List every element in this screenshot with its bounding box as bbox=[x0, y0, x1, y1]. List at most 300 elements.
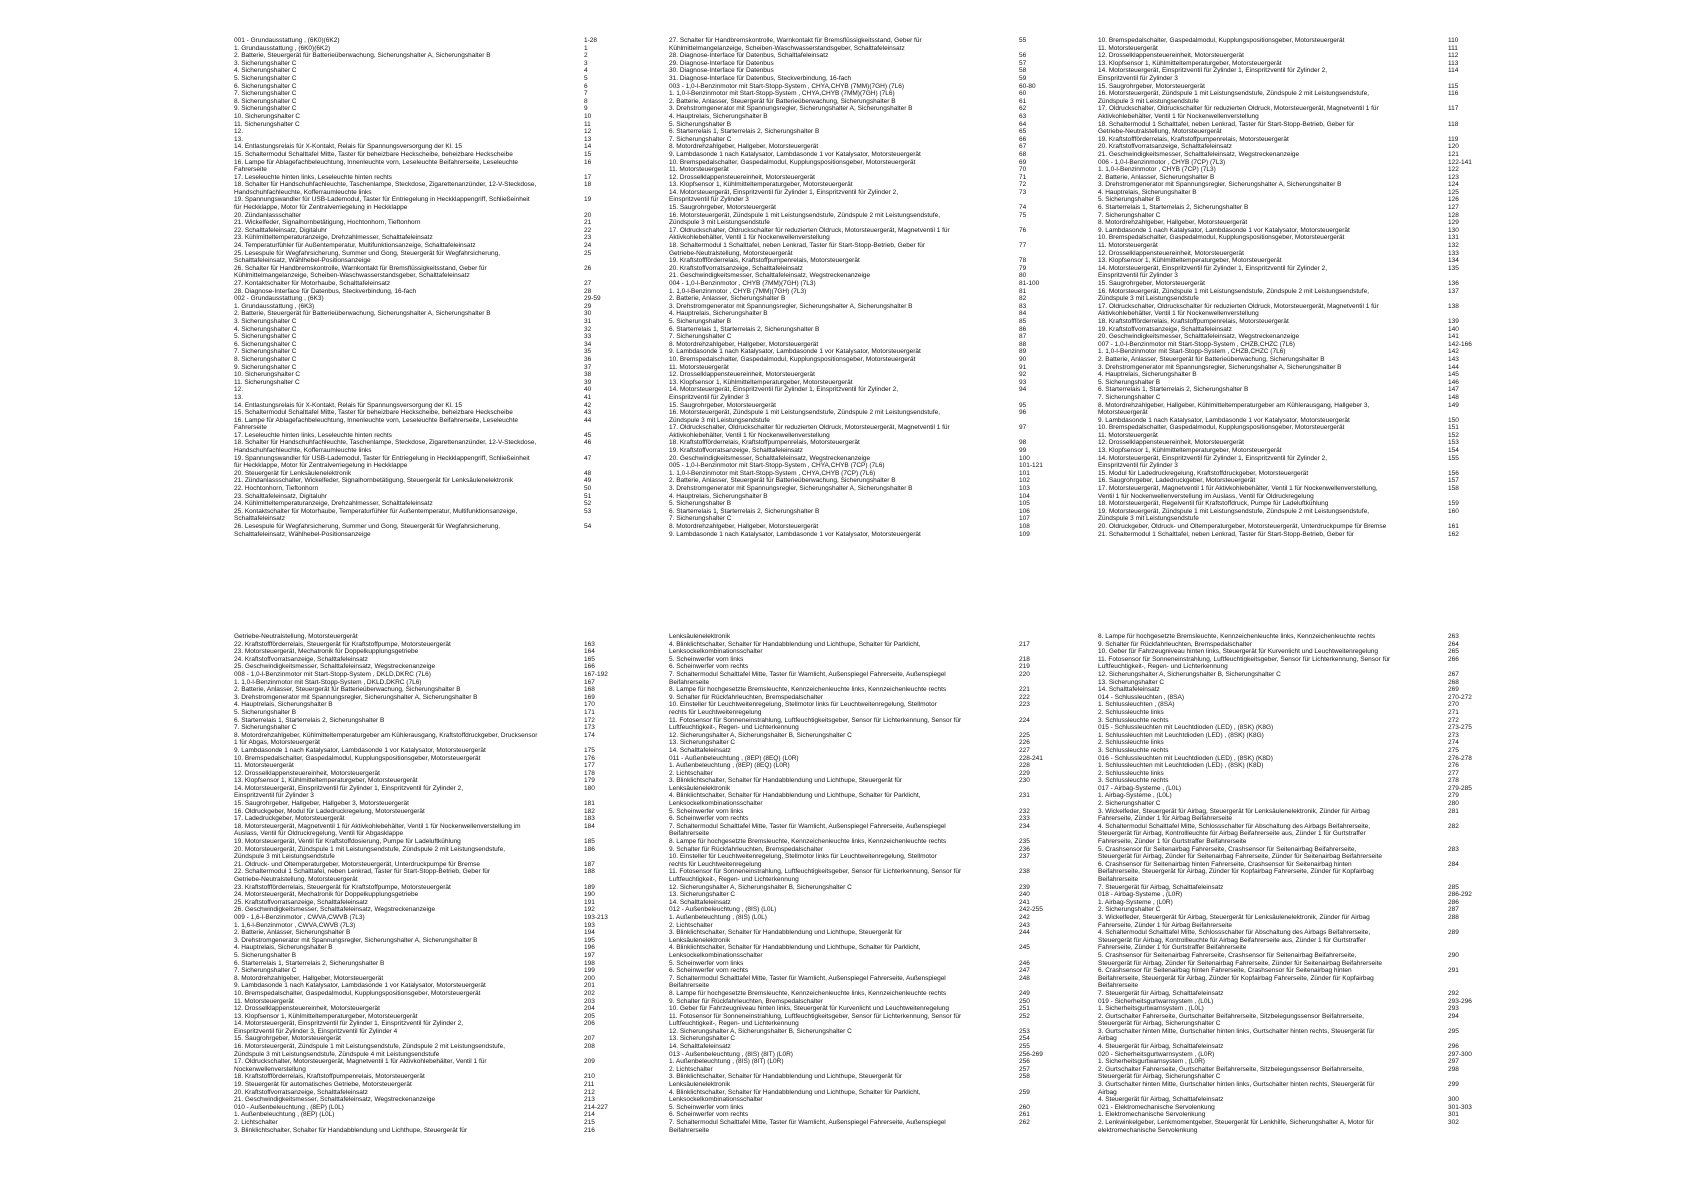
index-entry bbox=[234, 174, 614, 182]
entry-title: 23. Motorsteuergerät, Mechatronik für Doppelkupplungsgetriebe bbox=[234, 648, 419, 656]
entry-title: 1. 1,0-l-Benzinmotor mit Start-Stopp-System , DKLD,DKRC (7L6) bbox=[234, 678, 422, 686]
entry-page: 44 bbox=[584, 416, 592, 424]
entry-page: 153 bbox=[1448, 439, 1459, 447]
entry-page: 47 bbox=[584, 454, 592, 462]
entry-page: 164 bbox=[584, 648, 595, 656]
index-entry bbox=[234, 884, 614, 892]
entry-title: 17. Öldruckschalter, Öldruckschalter für reduzierten Öldruck, Motorsteuergerät, Magnetventil 1 für bbox=[1098, 105, 1379, 113]
entry-title: 12. Drosselklappensteuereinheit, Motorsteuergerät bbox=[669, 371, 815, 379]
entry-title: 18. Schaltermodul 1 Schalttafel, neben Lenkrad, Taster für Start-Stopp-Betrieb, Geber für bbox=[669, 242, 926, 250]
index-entry bbox=[1098, 333, 1478, 341]
entry-page: 268 bbox=[1448, 678, 1459, 686]
entry-title: 7. Schaltermodul Schalttafel Mitte, Taster für Warnlicht, Außenspiegel Fahrerseite, Außenspiegel bbox=[669, 822, 946, 830]
entry-title: 17. Motorsteuergerät, Magnetventil 1 für Aktivkohlebehälter, Ventil 1 für Nockenwellenverstellung, bbox=[1098, 485, 1378, 493]
index-entry bbox=[1098, 196, 1478, 204]
index-entry bbox=[669, 174, 1049, 182]
index-entry bbox=[234, 90, 614, 98]
index-entry bbox=[234, 386, 614, 394]
index-entry bbox=[1098, 189, 1478, 197]
entry-title: Handschuhfachleuchte, Kofferraumleuchte links bbox=[234, 188, 372, 196]
index-entry bbox=[669, 477, 1049, 485]
entry-page: 167-192 bbox=[584, 670, 608, 678]
entry-page: 260 bbox=[1019, 1103, 1030, 1111]
entry-page: 161 bbox=[1448, 523, 1459, 530]
entry-page: 253 bbox=[1019, 1027, 1030, 1035]
entry-title: 10. Bremspedalschalter, Gaspedalmodul, Kupplungspositionsgeber, Motorsteuergerät bbox=[234, 754, 481, 762]
entry-page: 138 bbox=[1448, 302, 1459, 310]
entry-page: 83 bbox=[1019, 302, 1027, 310]
entry-title: 11. Motorsteuergerät bbox=[1098, 44, 1158, 52]
entry-title: 1. 1,0-l-Benzinmotor , CHYB (7CP) (7L3) bbox=[1098, 166, 1216, 174]
entry-page: 121 bbox=[1448, 150, 1459, 158]
entry-page: 209 bbox=[584, 1058, 595, 1066]
index-entry bbox=[234, 1127, 614, 1135]
entry-page: 242 bbox=[1019, 913, 1030, 921]
entry-title: 13. Klopfsensor 1, Kühlmitteltemperaturgeber, Motorsteuergerät bbox=[669, 378, 853, 386]
index-entry bbox=[234, 846, 614, 854]
index-entry bbox=[669, 531, 1049, 539]
index-entry bbox=[234, 37, 614, 45]
entry-page: 294 bbox=[1448, 1012, 1459, 1020]
entry-title: 11. Fotosensor für Sonneneinstrahlung, Luftfeuchtigkeitsgeber, Sensor für Lichterkennung, Sensor für bbox=[669, 1012, 962, 1020]
entry-page: 110 bbox=[1448, 37, 1459, 44]
entry-page: 214-227 bbox=[584, 1103, 608, 1111]
entry-page: 81 bbox=[1019, 287, 1027, 295]
index-entry bbox=[669, 136, 1049, 144]
entry-page: 142 bbox=[1448, 348, 1459, 356]
entry-title: Zündspule 3 mit Leistungsendstufe bbox=[1098, 97, 1199, 105]
index-entry bbox=[1098, 853, 1478, 861]
index-entry bbox=[1098, 671, 1478, 679]
entry-title: Zündspule 3 mit Leistungsendstufe bbox=[234, 853, 335, 861]
index-entry bbox=[1098, 960, 1478, 968]
entry-page: 282 bbox=[1448, 822, 1459, 830]
index-entry bbox=[1098, 455, 1478, 463]
entry-title: 2. Batterie, Anlasser, Steuergerät für Batterieüberwachung, Sicherungshalter B bbox=[669, 97, 896, 105]
entry-page: 245 bbox=[1019, 944, 1030, 952]
entry-title: 13. Klopfsensor 1, Kühlmitteltemperaturgeber, Motorsteuergerät bbox=[1098, 59, 1282, 67]
entry-page: 228-241 bbox=[1019, 754, 1043, 762]
index-entry bbox=[1098, 663, 1478, 671]
entry-page bbox=[1448, 113, 1478, 121]
entry-title: 2. Lichtschalter bbox=[669, 921, 713, 929]
index-entry bbox=[234, 960, 614, 968]
index-entry bbox=[1098, 227, 1478, 235]
entry-title: Schalttafeleinsatz, Wählhebel-Positionsanzeige bbox=[234, 257, 371, 265]
entry-page: 262 bbox=[1019, 1119, 1030, 1126]
entry-title: 12. Sicherungshalter A, Sicherungshalter B, Sicherungshalter C bbox=[669, 883, 852, 891]
entry-page bbox=[584, 633, 614, 641]
entry-page: 263 bbox=[1448, 633, 1459, 640]
entry-page: 194 bbox=[584, 929, 595, 937]
entry-page bbox=[1019, 1096, 1049, 1104]
entry-title: Fahrerseite, Zünder 1 für Gurtstraffer Beifahrerseite bbox=[1098, 944, 1247, 952]
entry-title: 011 - Außenbeleuchtung , (8EP) (8EQ) (L0R) bbox=[669, 754, 799, 762]
entry-page bbox=[1448, 515, 1478, 523]
index-entry bbox=[669, 967, 1049, 975]
entry-title: 7. Steuergerät für Airbag, Schalttafeleinsatz bbox=[1098, 989, 1224, 997]
index-entry bbox=[234, 1073, 614, 1081]
entry-page: 286 bbox=[1448, 898, 1459, 906]
entry-title: rechts für Leuchtweitenregelung bbox=[669, 860, 762, 868]
index-entry bbox=[1098, 364, 1478, 372]
entry-page bbox=[1448, 830, 1478, 838]
entry-page bbox=[584, 853, 614, 861]
entry-page: 107 bbox=[1019, 515, 1030, 523]
index-entry bbox=[1098, 60, 1478, 68]
entry-page: 113 bbox=[1448, 59, 1459, 67]
index-entry bbox=[669, 386, 1049, 394]
index-entry bbox=[669, 394, 1049, 402]
index-entry bbox=[669, 364, 1049, 372]
index-entry bbox=[234, 1013, 614, 1021]
entry-title: 18. Schalter für Handschuhfachleuchte, Taschenlampe, Steckdose, Zigarettenanzünder, 12-V-Steckdose, bbox=[234, 181, 537, 189]
entry-title: 2. Schlussleuchte links bbox=[1098, 708, 1164, 716]
entry-page bbox=[1019, 952, 1049, 960]
index-entry bbox=[1098, 265, 1478, 273]
entry-title: 11. Motorsteuergerät bbox=[669, 363, 729, 371]
index-entry bbox=[234, 663, 614, 671]
index-entry bbox=[669, 1066, 1049, 1074]
index-entry bbox=[669, 1005, 1049, 1013]
index-entry bbox=[669, 717, 1049, 725]
entry-title: 5. Scheinwerfer vorn links bbox=[669, 959, 744, 967]
entry-title: 7. Schaltermodul Schalttafel Mitte, Taster für Warnlicht, Außenspiegel Fahrerseite, Außenspiegel bbox=[669, 1119, 946, 1126]
index-entry bbox=[669, 694, 1049, 702]
index-entry bbox=[669, 318, 1049, 326]
entry-page: 261 bbox=[1019, 1111, 1030, 1119]
entry-title: Kühlmittelmangelanzeige, Scheiben-Waschwasserstandsgeber, Schalttafeleinsatz bbox=[669, 44, 905, 52]
entry-page: 87 bbox=[1019, 333, 1027, 341]
entry-title: 18. Motorsteuergerät, Regelventil für Kraftstoffdruck, Pumpe für Ladeluftkühlung bbox=[1098, 500, 1329, 508]
entry-title: 9. Lambdasonde 1 nach Katalysator, Lambdasonde 1 vor Katalysator, Motorsteuergerät bbox=[1098, 226, 1350, 234]
entry-title: 12. Drosselklappensteuereinheit, Motorsteuergerät bbox=[1098, 439, 1244, 447]
entry-page: 202 bbox=[584, 989, 595, 997]
index-entry bbox=[1098, 701, 1478, 709]
entry-page: 18 bbox=[584, 181, 592, 189]
entry-page: 273 bbox=[1448, 731, 1459, 739]
entry-title: 2. Lenkwinkelgeber, Lenkmomentgeber, Steuergerät für Lenkhilfe, Sicherungshalter A, Motor für bbox=[1098, 1119, 1374, 1126]
entry-title: 21. Geschwindigkeitsmesser, Schalttafeleinsatz, Wegstreckenanzeige bbox=[669, 272, 871, 280]
entry-title: Lenksäulenelektronik bbox=[669, 936, 731, 944]
entry-title: 14. Motorsteuergerät, Einspritzventil für Zylinder 1, Einspritzventil für Zylinder 2, bbox=[1098, 454, 1328, 462]
index-entry bbox=[669, 60, 1049, 68]
index-entry bbox=[234, 1035, 614, 1043]
entry-page: 52 bbox=[584, 500, 592, 508]
index-entry bbox=[669, 648, 1049, 656]
entry-page: 178 bbox=[584, 769, 595, 777]
entry-page bbox=[1019, 1127, 1049, 1135]
entry-title: 009 - 1,6-l-Benzinmotor , CWVA,CWVB (7L3) bbox=[234, 913, 365, 921]
index-entry bbox=[1098, 1111, 1478, 1119]
index-entry bbox=[669, 868, 1049, 876]
index-entry bbox=[1098, 432, 1478, 440]
index-entry bbox=[669, 128, 1049, 136]
entry-page: 271 bbox=[1448, 708, 1459, 716]
index-entry bbox=[1098, 67, 1478, 75]
entry-title: 16. Öldruckgeber, Modul für Ladedruckregelung, Motorsteuergerät bbox=[234, 807, 425, 815]
entry-page bbox=[1448, 295, 1478, 303]
index-entry bbox=[1098, 937, 1478, 945]
entry-page: 127 bbox=[1448, 204, 1459, 212]
entry-title: 18. Schaltermodul 1 Schalttafel, neben Lenkrad, Taster für Start-Stopp-Betrieb, Geber für bbox=[1098, 120, 1355, 128]
entry-title: Fahrerseite, Zünder 1 für Airbag Beifahrerseite bbox=[1098, 815, 1233, 823]
index-entry bbox=[234, 1005, 614, 1013]
entry-page: 78 bbox=[1019, 257, 1027, 265]
entry-title: 7. Sicherungshalter C bbox=[669, 333, 732, 341]
entry-title: 4. Hauptrelais, Sicherungshalter B bbox=[669, 310, 768, 318]
index-entry bbox=[669, 52, 1049, 60]
entry-page: 67 bbox=[1019, 143, 1027, 151]
index-entry bbox=[1098, 424, 1478, 432]
entry-page: 146 bbox=[1448, 378, 1459, 386]
index-entry bbox=[234, 493, 614, 501]
index-entry bbox=[234, 166, 614, 174]
entry-page: 108 bbox=[1019, 523, 1030, 530]
entry-title: 14. Entlastungsrelais für X-Kontakt, Relais für Spannungsversorgung der Kl. 15 bbox=[234, 143, 462, 151]
entry-title: 9. Schalter für Rückfahrleuchten, Bremspedalschalter bbox=[669, 997, 823, 1005]
index-entry bbox=[234, 121, 614, 129]
entry-title: Einspritzventil für Zylinder 3 bbox=[1098, 74, 1178, 82]
entry-title: 1. Außenbeleuchtung , (8EP) (8EQ) (L0R) bbox=[669, 762, 790, 770]
index-entry bbox=[1098, 884, 1478, 892]
index-entry bbox=[669, 371, 1049, 379]
entry-title: 6. Starterrelais 1, Starterrelais 2, Sicherungshalter B bbox=[234, 716, 385, 724]
index-entry bbox=[1098, 371, 1478, 379]
entry-page: 297-300 bbox=[1448, 1050, 1472, 1058]
entry-title: 4. Blinklichtschalter, Schalter für Handabblendung und Lichthupe, Schalter für Parklicht, bbox=[669, 944, 921, 952]
entry-page: 188 bbox=[584, 868, 595, 876]
entry-page: 175 bbox=[584, 746, 595, 754]
entry-title: 10. Bremspedalschalter, Gaspedalmodul, Kupplungspositionsgeber, Motorsteuergerät bbox=[234, 989, 481, 997]
index-entry bbox=[234, 424, 614, 432]
entry-title: Steuergerät für Airbag, Zünder für Seitenairbag Fahrerseite, Zünder für Seitenairbag Beifahrerseite bbox=[1098, 959, 1382, 967]
entry-page: 21 bbox=[584, 219, 592, 227]
index-entry bbox=[669, 485, 1049, 493]
entry-page: 264 bbox=[1448, 640, 1459, 648]
entry-title: Steuergerät für Airbag, Sicherungshalter C bbox=[1098, 1020, 1221, 1028]
index-entry bbox=[669, 508, 1049, 516]
index-entry bbox=[669, 455, 1049, 463]
entry-title: Lenksockelkombinationsschalter bbox=[669, 1096, 763, 1104]
entry-title: 5. Scheinwerfer vorn links bbox=[669, 1103, 744, 1111]
entry-title: 1. Schlussleuchten mit Leuchtdioden (LED) , (8SK) (K8D) bbox=[1098, 762, 1264, 770]
index-entry bbox=[1098, 1089, 1478, 1097]
entry-title: 12. bbox=[234, 386, 244, 394]
entry-page: 19 bbox=[584, 196, 592, 204]
index-entry bbox=[234, 823, 614, 831]
entry-page: 137 bbox=[1448, 287, 1459, 295]
entry-title: 2. Gurtschalter Fahrerseite, Gurtschalter Beifahrerseite, Sitzbelegungssensor Beifahrerseite, bbox=[1098, 1012, 1364, 1020]
index-entry bbox=[669, 196, 1049, 204]
entry-page: 6 bbox=[584, 82, 588, 90]
entry-page bbox=[1019, 800, 1049, 808]
index-entry bbox=[669, 876, 1049, 884]
index-entry bbox=[669, 891, 1049, 899]
index-entry bbox=[669, 952, 1049, 960]
index-entry bbox=[669, 1028, 1049, 1036]
index-entry bbox=[1098, 1028, 1478, 1036]
index-entry bbox=[234, 922, 614, 930]
entry-title: 7. Sicherungshalter C bbox=[669, 135, 732, 143]
entry-page: 212 bbox=[584, 1088, 595, 1096]
entry-page: 38 bbox=[584, 371, 592, 379]
entry-title: 8. Sicherungshalter C bbox=[234, 97, 297, 105]
entry-page: 77 bbox=[1019, 242, 1027, 250]
entry-title: 22. Hochtonhorn, Tieftonhorn bbox=[234, 485, 319, 493]
entry-page: 112 bbox=[1448, 52, 1459, 60]
index-entry bbox=[669, 242, 1049, 250]
index-entry bbox=[1098, 75, 1478, 83]
index-entry bbox=[234, 633, 614, 641]
index-entry bbox=[669, 770, 1049, 778]
index-column-3-bottom bbox=[1098, 633, 1478, 1134]
entry-page: 66 bbox=[1019, 135, 1027, 143]
entry-title: 10. Sicherungshalter C bbox=[234, 112, 301, 120]
entry-title: Zündspule 3 mit Leistungsendstufe bbox=[1098, 515, 1199, 523]
index-entry bbox=[1098, 439, 1478, 447]
entry-title: Motorsteuergerät bbox=[1098, 409, 1148, 417]
entry-title: 30. Diagnose-Interface für Datenbus bbox=[669, 67, 774, 75]
entry-page: 244 bbox=[1019, 929, 1030, 937]
entry-title: 6. Starterrelais 1, Starterrelais 2, Sicherungshalter B bbox=[1098, 386, 1249, 394]
index-entry bbox=[669, 257, 1049, 265]
entry-page: 254 bbox=[1019, 1035, 1030, 1043]
entry-page: 255 bbox=[1019, 1043, 1030, 1051]
entry-page: 72 bbox=[1019, 181, 1027, 189]
entry-title: 15. Saugrohrgeber, Hallgeber, Hallgeber 3, Motorsteuergerät bbox=[234, 800, 409, 808]
entry-page: 192 bbox=[584, 906, 595, 914]
index-entry bbox=[1098, 641, 1478, 649]
entry-title: 16. Motorsteuergerät, Zündspule 1 mit Leistungsendstufe, Zündspule 2 mit Leistungsendstufe, bbox=[669, 409, 940, 417]
entry-page: 57 bbox=[1019, 59, 1027, 67]
entry-page: 157 bbox=[1448, 477, 1459, 485]
entry-title: 018 - Airbag-Systeme , (L0R) bbox=[1098, 891, 1183, 899]
index-entry bbox=[1098, 45, 1478, 53]
entry-page: 286-292 bbox=[1448, 891, 1472, 899]
entry-title: Luftfeuchtigkeit-, Regen- und Lichterkennung bbox=[669, 724, 799, 732]
index-entry bbox=[1098, 1043, 1478, 1051]
index-entry bbox=[1098, 785, 1478, 793]
index-entry bbox=[234, 937, 614, 945]
index-entry bbox=[234, 333, 614, 341]
entry-page: 76 bbox=[1019, 226, 1027, 234]
entry-title: 11. Sicherungshalter C bbox=[234, 378, 300, 386]
entry-page: 284 bbox=[1448, 860, 1459, 868]
entry-title: 2. Batterie, Anlasser, Steuergerät für Batterieüberwachung, Sicherungshalter B bbox=[1098, 355, 1325, 363]
entry-page: 156 bbox=[1448, 469, 1459, 477]
entry-page: 50 bbox=[584, 485, 592, 493]
index-entry bbox=[234, 318, 614, 326]
index-entry bbox=[669, 777, 1049, 785]
index-entry bbox=[669, 701, 1049, 709]
entry-title: 11. Fotosensor für Sonneneinstrahlung, Luftfeuchtigkeitsgeber, Sensor für Lichterkennung, Sensor für bbox=[1098, 655, 1391, 663]
entry-title: 5. Sicherungshalter B bbox=[1098, 378, 1161, 386]
entry-page: 272 bbox=[1448, 716, 1459, 724]
entry-page bbox=[584, 1028, 614, 1036]
index-entry bbox=[234, 701, 614, 709]
entry-title: Ventil 1 für Nockenwellenverstellung im Auslass, Ventil für Öldruckregelung bbox=[1098, 492, 1314, 500]
entry-page: 7 bbox=[584, 90, 588, 98]
entry-title: 16. Motorsteuergerät, Zündspule 1 mit Leistungsendstufe, Zündspule 2 mit Leistungsendstufe, bbox=[234, 1043, 505, 1051]
index-entry bbox=[1098, 356, 1478, 364]
entry-title: 6. Crashsensor für Seitenairbag hinten Fahrerseite, Crashsensor für Seitenairbag hinten bbox=[1098, 860, 1352, 868]
entry-title: 16. Motorsteuergerät, Zündspule 1 mit Leistungsendstufe, Zündspule 2 mit Leistungsendstufe, bbox=[1098, 90, 1369, 98]
index-entry bbox=[1098, 326, 1478, 334]
entry-title: 3. Schlussleuchte rechts bbox=[1098, 777, 1169, 785]
index-entry bbox=[234, 257, 614, 265]
index-entry bbox=[1098, 523, 1478, 531]
entry-title: 4. Sicherungshalter C bbox=[234, 67, 297, 75]
entry-title: 1. Grundausstattung , (6K3) bbox=[234, 302, 315, 310]
entry-page: 243 bbox=[1019, 921, 1030, 929]
entry-title: 28. Diagnose-Interface für Datenbus, Schalttafeleinsatz bbox=[669, 52, 829, 60]
entry-page: 177 bbox=[584, 762, 595, 770]
entry-page: 281 bbox=[1448, 807, 1459, 815]
entry-title: 15. Saugrohrgeber, Motorsteuergerät bbox=[669, 204, 776, 212]
entry-title: 007 - 1,0-l-Benzinmotor mit Start-Stopp-System , CHZB,CHZC (7L6) bbox=[1098, 340, 1295, 348]
entry-title: 1. 1,0-l-Benzinmotor mit Start-Stopp-System , CHYA,CHYB (7CP) (7L6) bbox=[669, 469, 876, 477]
entry-title: 8. Sicherungshalter C bbox=[234, 355, 297, 363]
entry-title: 17. Leseleuchte hinten links, Leseleuchte hinten rechts bbox=[234, 431, 392, 439]
entry-title: 8. Motordrehzahlgeber, Kühlmitteltemperaturgeber am Kühlerausgang, Kraftstoffdruckgeber, Drucksensor bbox=[234, 731, 538, 739]
index-entry bbox=[1098, 1073, 1478, 1081]
entry-page: 84 bbox=[1019, 310, 1027, 318]
entry-title: 1. Elektromechanische Servolenkung bbox=[1098, 1111, 1206, 1119]
index-entry bbox=[234, 212, 614, 220]
index-entry bbox=[669, 265, 1049, 273]
index-entry bbox=[1098, 982, 1478, 990]
entry-title: Steuergerät für Airbag, Sicherungshalter C bbox=[1098, 1073, 1221, 1081]
entry-title: Lenksäulenelektronik bbox=[669, 784, 731, 792]
entry-page: 220 bbox=[1019, 670, 1030, 678]
index-entry bbox=[1098, 531, 1478, 539]
index-entry bbox=[1098, 899, 1478, 907]
entry-title: 13. Klopfsensor 1, Kühlmitteltemperaturgeber, Motorsteuergerät bbox=[234, 1012, 418, 1020]
index-entry bbox=[669, 83, 1049, 91]
entry-page: 43 bbox=[584, 409, 592, 417]
entry-page: 31 bbox=[584, 317, 592, 325]
entry-page: 234 bbox=[1019, 822, 1030, 830]
entry-title: 2. Sicherungshalter C bbox=[1098, 800, 1161, 808]
index-entry bbox=[669, 982, 1049, 990]
entry-page: 75 bbox=[1019, 211, 1027, 219]
entry-title: Lenksockelkombinationsschalter bbox=[669, 800, 763, 808]
index-entry bbox=[1098, 686, 1478, 694]
entry-title: 25. Kontaktschalter für Motorhaube, Temperaturfühler für Außentemperatur, Multifunktionsanzeige, bbox=[234, 507, 518, 515]
entry-title: Beifahrerseite bbox=[1098, 876, 1139, 883]
index-entry bbox=[669, 861, 1049, 869]
index-entry bbox=[669, 348, 1049, 356]
entry-title: 11. Motorsteuergerät bbox=[669, 166, 729, 174]
entry-page: 142-166 bbox=[1448, 340, 1472, 348]
index-entry bbox=[669, 219, 1049, 227]
entry-title: 13. Klopfsensor 1, Kühlmitteltemperaturgeber, Motorsteuergerät bbox=[1098, 257, 1282, 265]
entry-title: 12. Sicherungshalter A, Sicherungshalter B, Sicherungshalter C bbox=[669, 731, 852, 739]
index-entry bbox=[234, 1104, 614, 1112]
entry-title: 3. Drehstromgenerator mit Spannungsregler, Sicherungshalter A, Sicherungshalter B bbox=[1098, 181, 1342, 189]
entry-title: 8. Lampe für hochgesetzte Bremsleuchte, Kennzeichenleuchte links, Kennzeichenleuchte rechts bbox=[669, 838, 947, 846]
entry-title: 010 - Außenbeleuchtung , (8EP) (L0L) bbox=[234, 1103, 344, 1111]
entry-title: 4. Schaltermodul Schalttafel Mitte, Schlossschalter für Abschaltung des Airbags Beifahrerseite, bbox=[1098, 929, 1371, 937]
entry-page: 20 bbox=[584, 211, 592, 219]
entry-title: 5. Sicherungshalter B bbox=[669, 500, 732, 508]
entry-title: 4. Hauptrelais, Sicherungshalter B bbox=[1098, 188, 1197, 196]
entry-page: 279 bbox=[1448, 792, 1459, 800]
index-entry bbox=[1098, 386, 1478, 394]
entry-page: 13 bbox=[584, 135, 592, 143]
entry-title: 9. Schalter für Rückfahrleuchten, Bremspedalschalter bbox=[669, 845, 823, 853]
